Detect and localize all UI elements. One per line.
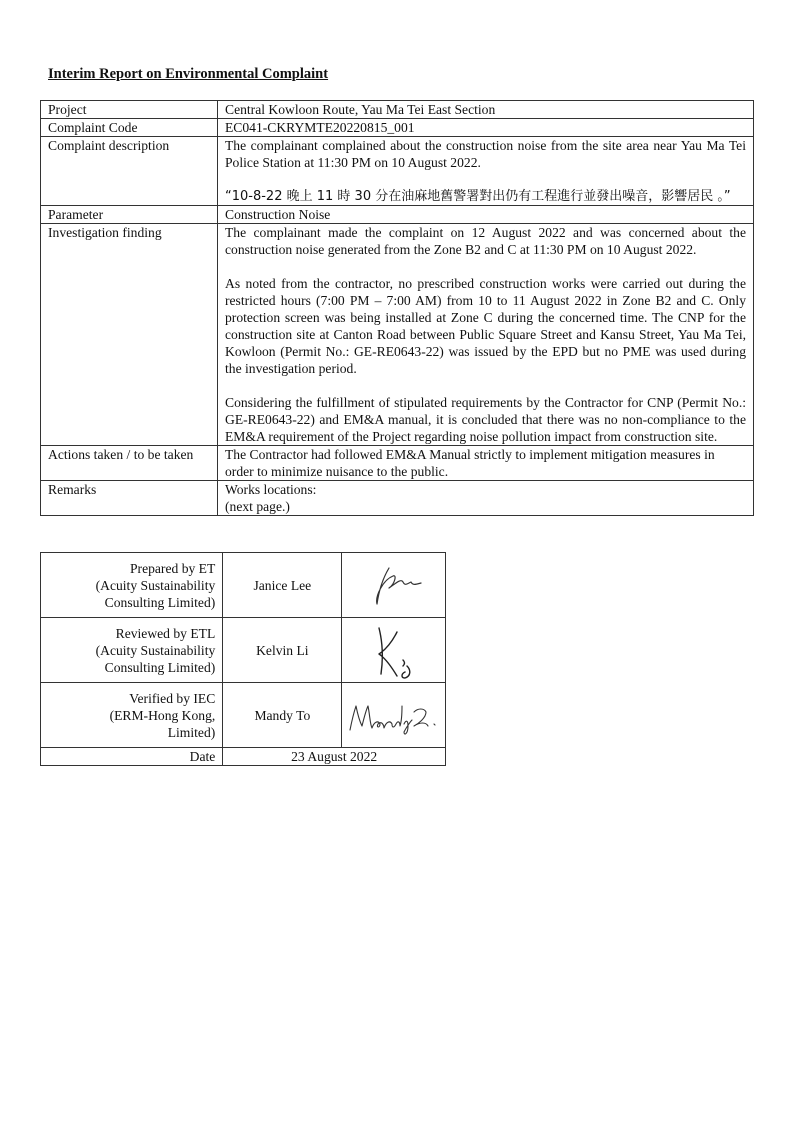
remarks-label: Remarks [41,481,218,516]
finding-paragraph-1: The complainant made the complaint on 12 August 2022 and was concerned about the construction noise generated from the Zone B2 and C at 11:30 PM on 10 August 2022. [225,225,746,257]
prepared-role-line-3: Consulting Limited) [104,594,216,610]
prepared-by-role [41,553,223,618]
table-row-complaint-description [41,137,754,206]
prepared-by-signature [342,553,446,618]
table-row-parameter [41,206,754,224]
prepared-role-line-2: (Acuity Sustainability [95,577,216,593]
kelvin-li-signature-image [349,620,439,680]
reviewed-role-line-2: (Acuity Sustainability [95,642,216,658]
signoff-row-prepared [41,553,446,618]
reviewed-by-name: Kelvin Li [223,618,342,683]
verified-by-signature [342,683,446,748]
signoff-table [40,552,446,766]
actions-taken-value: The Contractor had followed EM&A Manual strictly to implement mitigation measures in order to minimize nuisance to the public. [218,446,754,481]
complaint-code-value: EC041-CKRYMTE20220815_001 [218,119,754,137]
reviewed-role-line-3: Consulting Limited) [104,659,216,675]
complaint-description-label: Complaint description [41,137,218,206]
signoff-row-date [41,748,446,766]
table-row-project [41,101,754,119]
parameter-value: Construction Noise [218,206,754,224]
date-label: Date [41,748,223,766]
finding-paragraph-2: As noted from the contractor, no prescribed construction works were carried out during the restricted hours (7:00 PM – 7:00 AM) from 10 to 11 August 2022 in Zone B2 and C. Only protection screen was being installed at Zone C during the concerned time. The CNP for the construction site at Canton Road between Public Square Street and Kansu Street, Yau Ma Tei, Kowloon (Permit No.: GE-RE0643-22) was issued by the EPD but no PME was used during the investigation period. [225,276,746,376]
complaint-quote-chinese: “10-8-22 晚上 11 時 30 分在油麻地舊警署對出仍有工程進行並發出噪音，影響居民 。” [225,189,731,204]
complaint-description-value [218,137,754,206]
table-row-remarks [41,481,754,516]
signoff-row-verified [41,683,446,748]
signoff-row-reviewed [41,618,446,683]
prepared-by-name: Janice Lee [223,553,342,618]
complaint-details-table [40,100,754,516]
remarks-line-1: Works locations: [225,482,317,497]
actions-taken-label: Actions taken / to be taken [41,446,218,481]
verified-role-line-1: Verified by IEC [129,690,216,706]
investigation-finding-value [218,224,754,446]
remarks-value [218,481,754,516]
remarks-line-2: (next page.) [225,499,290,514]
verified-by-name: Mandy To [223,683,342,748]
verified-role-line-3: Limited) [167,724,216,740]
janice-lee-signature-image [349,556,439,614]
verified-role-line-2: (ERM-Hong Kong, [109,707,216,723]
complaint-description-text: The complainant complained about the construction noise from the site area near Yau Ma Tei Police Station at 11:30 PM on 10 August 2022. [225,138,746,170]
finding-paragraph-3: Considering the fulfillment of stipulated requirements by the Contractor for CNP (Permit No.: GE-RE0643-22) and EM&A manual, it is concluded that there was no non-compliance to the EM&A requirement of the Project regarding noise pollution impact from construction site. [225,395,746,444]
investigation-finding-label: Investigation finding [41,224,218,446]
verified-by-role [41,683,223,748]
report-title: Interim Report on Environmental Complaint [48,66,329,82]
table-row-complaint-code [41,119,754,137]
table-row-actions-taken [41,446,754,481]
reviewed-by-role [41,618,223,683]
date-value: 23 August 2022 [223,748,446,766]
reviewed-by-signature [342,618,446,683]
prepared-role-line-1: Prepared by ET [129,560,216,576]
table-row-investigation-finding [41,224,754,446]
reviewed-role-line-1: Reviewed by ETL [115,625,216,641]
project-label: Project [41,101,218,119]
parameter-label: Parameter [41,206,218,224]
mandy-to-signature-image [342,690,450,740]
complaint-code-label: Complaint Code [41,119,218,137]
project-value: Central Kowloon Route, Yau Ma Tei East Section [218,101,754,119]
